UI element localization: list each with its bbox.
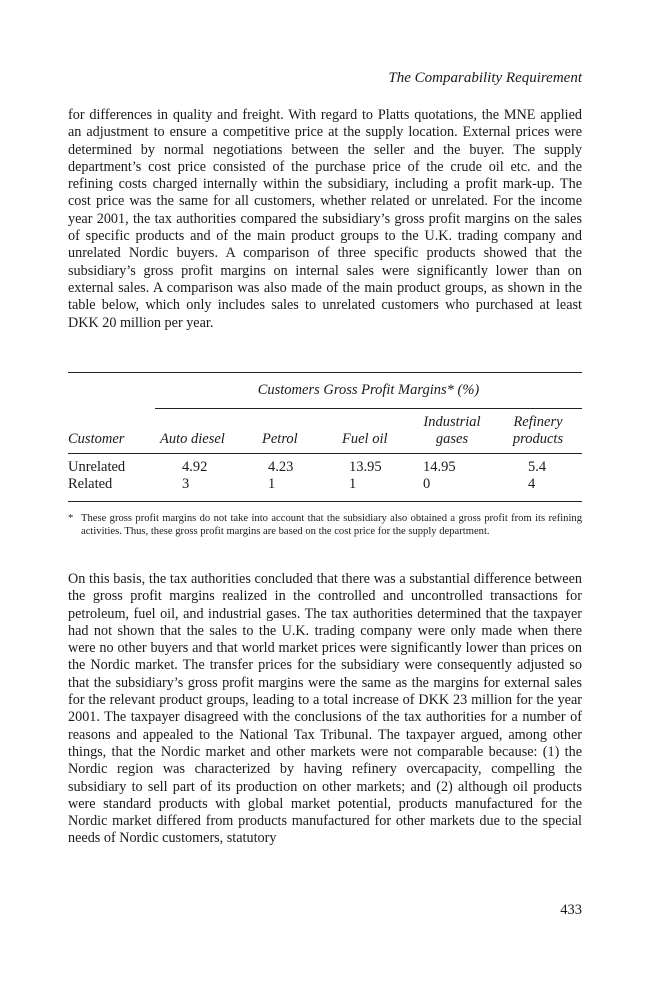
footnote-marker: * — [68, 513, 74, 524]
cell-fuel-oil: 1 — [349, 476, 357, 492]
table-top-rule — [68, 372, 582, 373]
header-industrial-line1: Industrial — [423, 414, 481, 430]
cell-auto-diesel: 3 — [182, 476, 190, 492]
header-customer: Customer — [68, 431, 125, 447]
cell-petrol: 4.23 — [268, 459, 294, 475]
cell-industrial-gases: 0 — [423, 476, 431, 492]
header-auto-diesel: Auto diesel — [160, 431, 225, 447]
cell-refinery-products: 4 — [528, 476, 536, 492]
header-industrial-line2: gases — [435, 431, 469, 447]
header-industrial-gases — [412, 414, 492, 448]
running-head: The Comparability Requirement — [388, 70, 582, 86]
header-refinery-products — [500, 414, 576, 448]
header-refinery-line2: products — [512, 431, 564, 447]
header-petrol: Petrol — [262, 431, 298, 447]
footnote-text: These gross profit margins do not take into account that the subsidiary also obtained a gross profit from its refining activities. Thus, these gross profit margins are based on the cost price for the supply department. — [81, 513, 582, 538]
table-caption: Customers Gross Profit Margins* (%) — [257, 382, 480, 398]
cell-fuel-oil: 13.95 — [349, 459, 382, 475]
cell-customer: Related — [68, 476, 113, 492]
table-header-rule — [68, 453, 582, 454]
header-fuel-oil: Fuel oil — [342, 431, 388, 447]
table-bottom-rule — [68, 501, 582, 502]
table-footnote — [68, 512, 582, 539]
page-number: 433 — [560, 902, 582, 918]
cell-petrol: 1 — [268, 476, 276, 492]
body-paragraph-1: for differences in quality and freight. With regard to Platts quotations, the MNE applied an adjustment to ensure a competitive price at the supply location. External prices were determined by normal negotiations between the seller and the buyer. The supply department’s cost price consisted of the purchase price of the crude oil etc. and the refining costs charged internally within the subsidiary, including a profit mark-up. The cost price was the same for all customers, whether related or unrelated. For the income year 2001, the tax authorities compared the subsidiary’s gross profit margins on the sales of specific products and of the main product groups to the U.K. trading company and unrelated Nordic buyers. A comparison of three specific products showed that the subsidiary’s gross profit margins on internal sales were significantly lower than on external sales. A comparison was also made of the main product groups, as shown in the table below, which only includes sales to unrelated customers who purchased at least DKK 20 million per year. — [68, 107, 582, 331]
table-caption-rule — [155, 408, 582, 409]
body-paragraph-2: On this basis, the tax authorities concluded that there was a substantial difference between the gross profit margins realized in the controlled and uncontrolled transactions for petroleum, fuel oil, and industrial gases. The tax authorities determined that the taxpayer had not shown that the sales to the U.K. trading company were only made when there were no other buyers and that world market prices were significantly lower than prices on the Nordic market. The transfer prices for the subsidiary were consequently adjusted so that the subsidiary’s gross profit margins were the same as the margins for external sales for the relevant product groups, leading to a total increase of DKK 23 million for the year 2001. The taxpayer disagreed with the conclusions of the tax authorities for a number of reasons and appealed to the National Tax Tribunal. The taxpayer argued, among other things, that the Nordic market and other markets were not comparable because: (1) the Nordic region was characterized by having refinery overcapacity, compelling the subsidiary to sell part of its production on other markets; and (2) although oil products were standard products with global market potential, products manufactured for the Nordic market differed from products manufactured for other markets due to the special needs of Nordic customers, statutory — [68, 571, 582, 847]
cell-auto-diesel: 4.92 — [182, 459, 208, 475]
cell-customer: Unrelated — [68, 459, 126, 475]
cell-refinery-products: 5.4 — [528, 459, 547, 475]
cell-industrial-gases: 14.95 — [423, 459, 456, 475]
header-refinery-line1: Refinery — [513, 414, 563, 430]
